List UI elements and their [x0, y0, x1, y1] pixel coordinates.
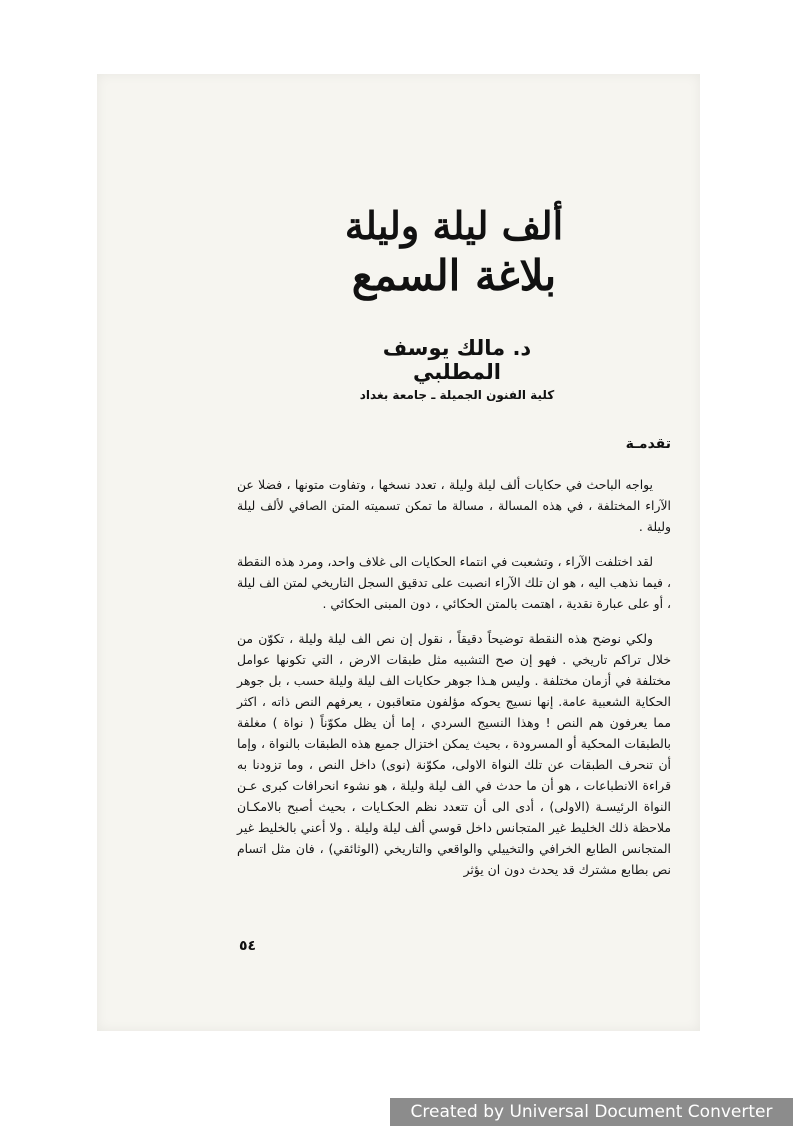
section-heading: تقدمـة — [625, 436, 671, 452]
paragraph-1: يواجه الباحث في حكايات ألف ليلة وليلة ، تعدد نسخها ، وتفاوت متونها ، فضلا عن الآراء المختلفة ، في هذه المسالة ، مسالة ما تمكن تسميته المتن الصافي لألف ليلة وليلة . — [237, 477, 671, 534]
paragraph-2: لقد اختلفت الآراء ، وتشعبت في انتماء الحكايات الى غلاف واحد، ومرد هذه النقطة ، فيما نذهب اليه ، هو ان تلك الآراء انصبت على تدقيق السجل التاريخي لمتن الف ليلة ، أو على عبارة نقدية ، اهتمت بالمتن الحكائي ، دون المبنى الحكائي . — [236, 554, 671, 611]
page-content — [237, 74, 671, 1031]
converter-watermark: Created by Universal Document Converter — [390, 1098, 793, 1126]
author-name: د. مالك يوسف المطلبي — [382, 336, 532, 384]
author-affiliation: كلية الفنون الجميلة ـ جامعة بغداد — [359, 388, 555, 402]
title-line-2: بلاغة السمع — [351, 250, 557, 300]
document-page — [97, 74, 700, 1031]
article-title — [237, 204, 671, 300]
page-number: ٥٤ — [239, 938, 257, 954]
body-text — [237, 474, 671, 894]
paragraph-3: ولكي نوضح هذه النقطة توضيحاً دقيقاً ، نقول إن نص الف ليلة وليلة ، تكوّن من خلال تراكم تاريخي . فهو إن صح التشبيه مثل طبقات الارض ، التي تكونها عوامل مختلفة في أزمان مختلفة . وليس هـذا جوهر حكايات الف ليلة وليلة حسب ، بل جوهر الحكاية الشعبية عامة. إنها نسيج يحوكه مؤلفون متعاقبون ، يعرفهم النص ذاته ، اكثر مما يعرفون هم النص ! وهذا النسيج السردي ، إما أن يظل مكوّناً ( نواة ) مغلفة بالطبقات المحكية أو المسرودة ، بحيث يمكن اختزال جميع هذه الطبقات بالنواة ، وإما أن تنحرف الطبقات عن تلك النواة الاولى، مكوّنة (نوى) داخل النص ، وما تزودنا به قراءة الانطباعات ، هو أن ما حدث في الف ليلة وليلة ، هو نشوء انحرافات كبرى عـن النواة الرئيسـة (الاولى) ، أدى الى أن تتعدد نظم الحكـايات ، بحيث أصبح بالامكـان ملاحظة ذلك الخليط غير المتجانس داخل قوسي ألف ليلة وليلة . ولا أعني بالخليط غير المتجانس الطابع الخرافي والتخييلي والواقعي والتاريخي (الوثائقي) ، فان مثل اتسام نص بطابع مشترك قد يحدث دون ان يؤثر — [237, 631, 671, 877]
author-block — [357, 336, 557, 402]
title-line-1: ألف ليلة وليلة — [344, 203, 564, 248]
